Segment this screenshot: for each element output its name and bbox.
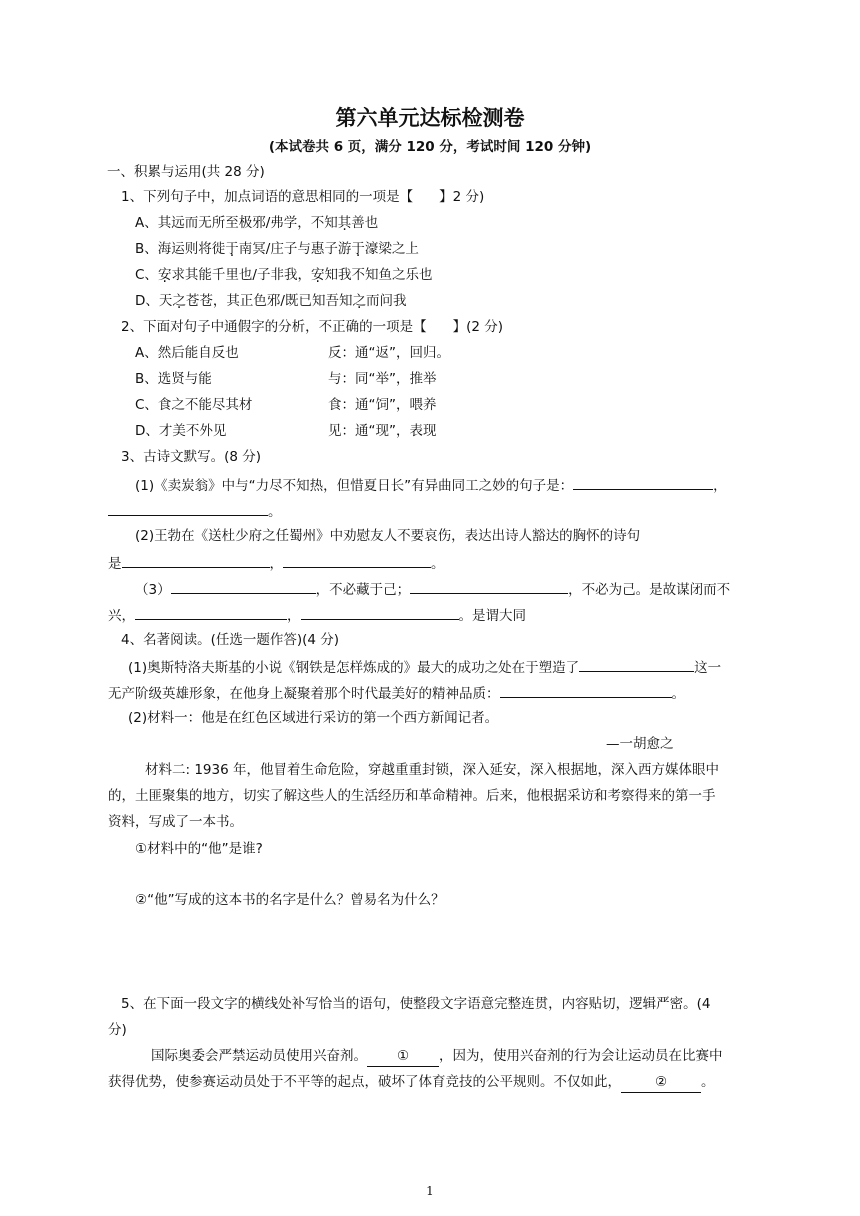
question-2-option-b-text: B、选贤与能 [135, 371, 212, 387]
material-2-line-3: 资料，写成了一本书。 [108, 814, 243, 830]
question-3-part-2: (2)王勃在《送杜少府之任蜀州》中劝慰友人不要哀伤，表达出诗人豁达的胸怀的诗句 [135, 528, 641, 544]
answer-blank[interactable] [171, 578, 316, 594]
question-3-part-2-cont: 是 ， 。 [108, 552, 445, 574]
answer-blank[interactable] [579, 656, 694, 672]
question-3-part-1-cont: 。 [108, 500, 282, 522]
question-5-stem-cont: 分) [108, 1022, 127, 1038]
answer-blank-2[interactable]: ② [621, 1072, 701, 1093]
page-number: 1 [426, 1184, 434, 1198]
question-3-part-3: （3） ，不必藏于己； ，不必为己。是故谋闭而不 [135, 578, 730, 600]
question-3-part-3-cont: 兴， ， 。是谓大同 [108, 604, 526, 626]
material-2-line-2: 的，土匪聚集的地方，切实了解这些人的生活经历和革命精神。后来，他根据采访和考察得来的第一手 [108, 788, 716, 804]
question-1-option-a: A、其远而无所至极邪/弗学，不知其善也 [135, 215, 379, 231]
question-2-option-a-text: A、然后能自反也 [135, 345, 239, 361]
question-4-sub-2: ②“他”写成的这本书的名字是什么？曾易名为什么？ [135, 892, 445, 908]
question-2-option-a-analysis: 反：通“返”，回归。 [328, 345, 450, 361]
question-5-paragraph-2: 获得优势，使参赛运动员处于不平等的起点，破坏了体育竞技的公平规则。不仅如此， ② 。 [108, 1072, 715, 1093]
question-2-option-d-analysis: 见：通“现”，表现 [328, 423, 437, 439]
question-4-part-2: (2)材料一：他是在红色区域进行采访的第一个西方新闻记者。 [128, 710, 499, 726]
question-1-option-c: C、安求其能千里也/子非我，安知我不知鱼之乐也 [135, 267, 433, 283]
question-3-part-1: (1)《卖炭翁》中与“力尽不知热，但惜夏日长”有异曲同工之妙的句子是： ， [135, 474, 727, 496]
answer-blank[interactable] [122, 552, 270, 568]
question-1-option-b: B、海运则将徙于南冥/庄子与惠子游于濠梁之上 [135, 241, 419, 257]
exam-info: (本试卷共 6 页，满分 120 分，考试时间 120 分钟) [268, 139, 592, 155]
question-1-stem: 1、下列句子中，加点词语的意思相同的一项是【 】2 分) [121, 189, 485, 205]
page-title: 第六单元达标检测卷 [335, 105, 525, 130]
question-2-option-b-analysis: 与：同“举”，推举 [328, 371, 437, 387]
question-4-sub-1: ①材料中的“他”是谁? [135, 841, 263, 857]
material-2-line-1: 材料二: 1936 年，他冒着生命危险，穿越重重封锁，深入延安，深入根据地，深入西方媒体眼中 [145, 762, 719, 778]
answer-blank-1[interactable]: ① [367, 1046, 439, 1067]
answer-blank[interactable] [410, 578, 568, 594]
question-2-option-c-text: C、食之不能尽其材 [135, 397, 253, 413]
question-2-stem: 2、下面对句子中通假字的分析，不正确的一项是【 】(2 分) [121, 319, 504, 335]
question-1-option-d: D、天之苍苍，其正色邪/既已知吾知之而问我 [135, 293, 407, 309]
question-2-option-c-analysis: 食：通“饲”，喂养 [328, 397, 437, 413]
question-5-stem: 5、在下面一段文字的横线处补写恰当的语句，使整段文字语意完整连贯，内容贴切，逻辑严密。(4 [121, 996, 711, 1012]
question-4-part-1-cont: 无产阶级英雄形象，在他身上凝聚着那个时代最美好的精神品质： 。 [108, 682, 685, 704]
material-source: —一胡愈之 [606, 736, 674, 752]
section-heading: 一、积累与运用(共 28 分) [107, 164, 265, 180]
question-5-paragraph-1: 国际奥委会严禁运动员使用兴奋剂。 ① ，因为，使用兴奋剂的行为会让运动员在比赛中 [151, 1046, 723, 1067]
question-4-stem: 4、名著阅读。(任选一题作答)(4 分) [121, 632, 340, 648]
question-4-part-1: (1)奥斯特洛夫斯基的小说《钢铁是怎样炼成的》最大的成功之处在于塑造了 这一 [128, 656, 721, 678]
answer-blank[interactable] [301, 604, 459, 620]
answer-blank[interactable] [500, 682, 672, 698]
answer-blank[interactable] [573, 474, 713, 490]
answer-blank[interactable] [283, 552, 431, 568]
question-3-stem: 3、古诗文默写。(8 分) [121, 449, 262, 465]
answer-blank[interactable] [135, 604, 287, 620]
question-2-option-d-text: D、才美不外见 [135, 423, 227, 439]
answer-blank[interactable] [108, 500, 268, 516]
